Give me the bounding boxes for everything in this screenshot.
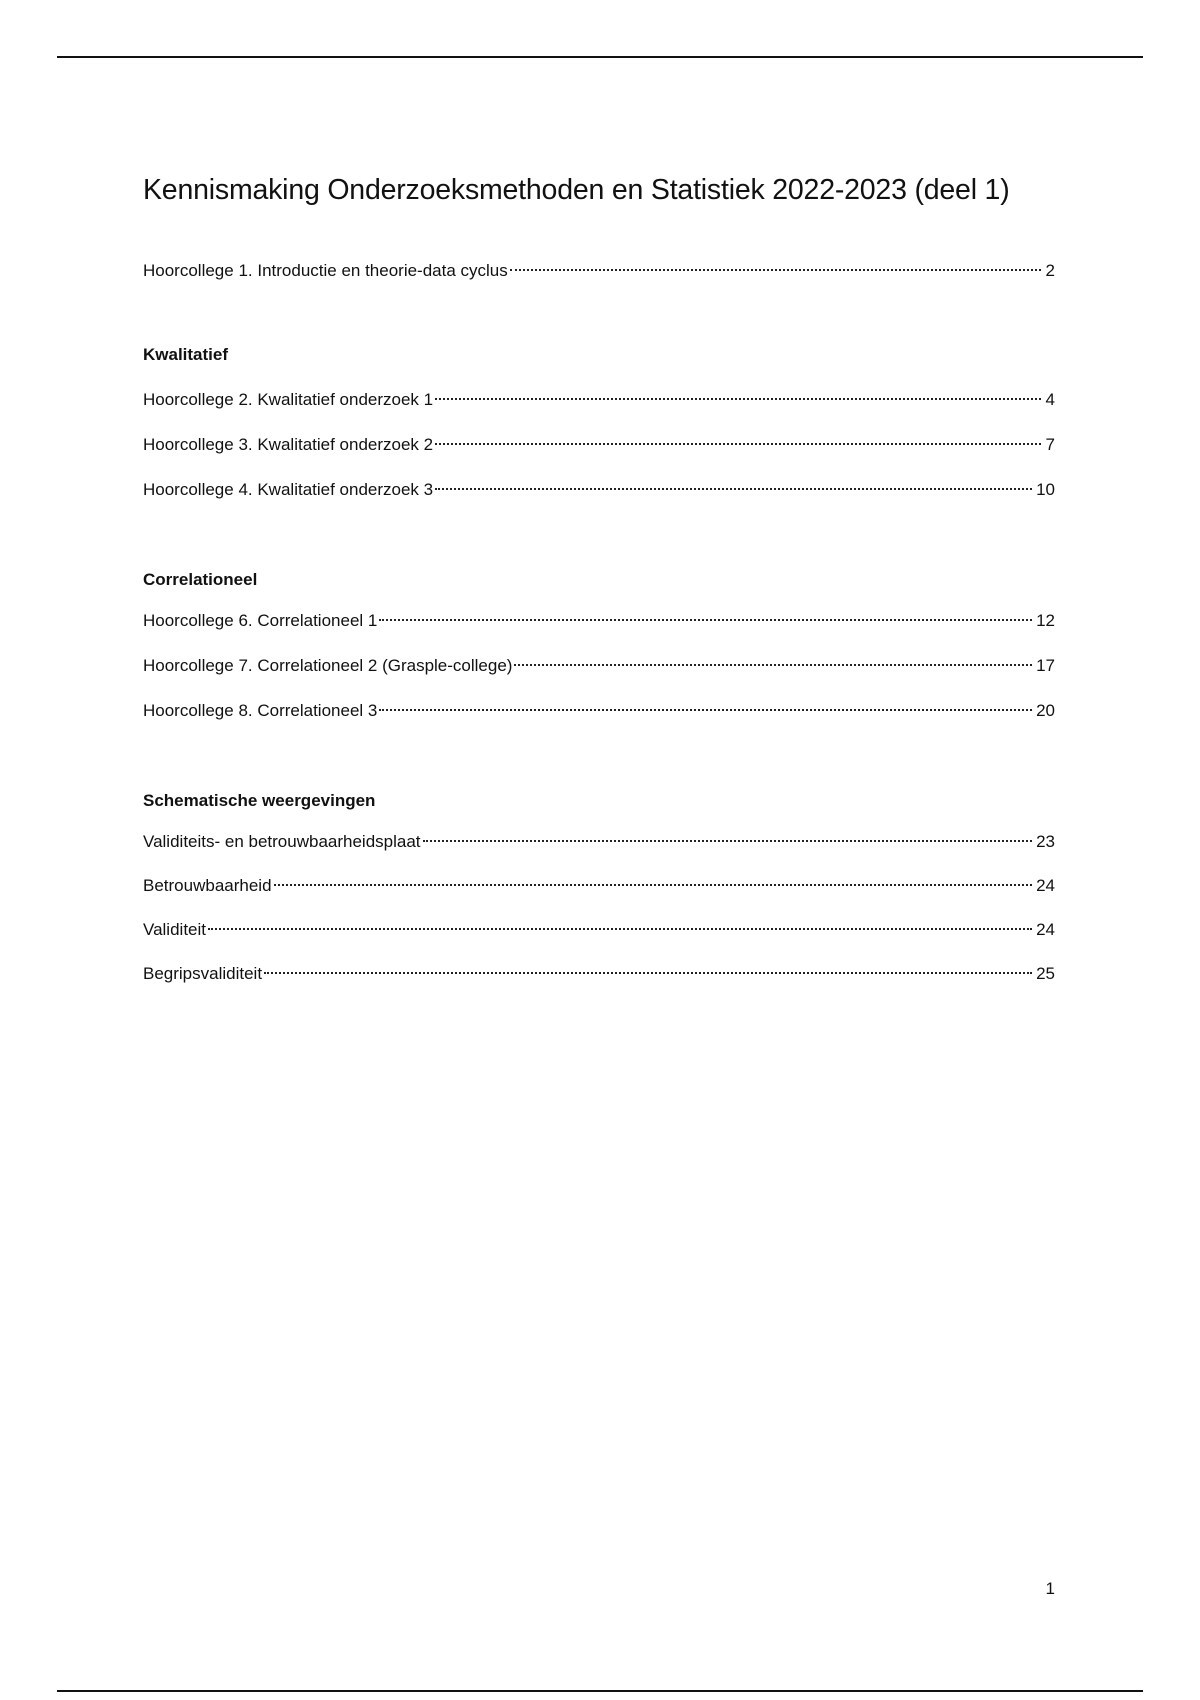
toc-entry-page: 7 xyxy=(1045,435,1055,454)
toc-entry-label: Begripsvaliditeit xyxy=(143,964,263,983)
section-heading-correlationeel: Correlationeel xyxy=(143,570,258,589)
toc-entry-page: 12 xyxy=(1036,611,1055,630)
toc-entry-page: 20 xyxy=(1036,701,1055,720)
dot-leader xyxy=(423,825,1033,847)
dot-leader xyxy=(379,694,1032,716)
dot-leader xyxy=(435,428,1041,450)
toc-entry-label: Hoorcollege 2. Kwalitatief onderzoek 1 xyxy=(143,390,434,409)
toc-entry-label: Hoorcollege 3. Kwalitatief onderzoek 2 xyxy=(143,435,434,454)
toc-entry-label: Hoorcollege 6. Correlationeel 1 xyxy=(143,611,378,630)
dot-leader xyxy=(514,649,1032,671)
table-of-contents xyxy=(143,170,1055,985)
toc-entry-hoorcollege-2[interactable] xyxy=(143,383,1055,411)
toc-entry-label: Hoorcollege 1. Introductie en theorie-data cyclus xyxy=(143,261,508,280)
section-heading-schematische-weergevingen: Schematische weergevingen xyxy=(143,791,376,810)
toc-entry-label: Hoorcollege 4. Kwalitatief onderzoek 3 xyxy=(143,480,434,499)
toc-entry-label: Hoorcollege 8. Correlationeel 3 xyxy=(143,701,378,720)
dot-leader xyxy=(379,604,1032,626)
toc-entry-hoorcollege-8[interactable] xyxy=(143,694,1055,722)
dot-leader xyxy=(274,869,1033,891)
toc-entry-page: 2 xyxy=(1045,261,1055,280)
toc-entry-hoorcollege-4[interactable] xyxy=(143,473,1055,501)
toc-entry-label: Validiteit xyxy=(143,920,206,939)
toc-entry-page: 24 xyxy=(1036,876,1055,895)
toc-entry-hoorcollege-3[interactable] xyxy=(143,428,1055,456)
toc-entry-validiteit[interactable] xyxy=(143,913,1055,941)
toc-entry-hoorcollege-6[interactable] xyxy=(143,604,1055,632)
toc-entry-label: Validiteits- en betrouwbaarheidsplaat xyxy=(143,832,421,851)
document-title: Kennismaking Onderzoeksmethoden en Statistiek 2022-2023 (deel 1) xyxy=(143,174,1010,206)
dot-leader xyxy=(435,383,1041,405)
dot-leader xyxy=(435,473,1032,495)
dot-leader xyxy=(510,254,1041,276)
header-rule xyxy=(57,56,1143,58)
footer-rule xyxy=(57,1690,1143,1692)
toc-entry-page: 17 xyxy=(1036,656,1055,675)
toc-entry-page: 10 xyxy=(1036,480,1055,499)
toc-entry-begripsvaliditeit[interactable] xyxy=(143,957,1055,985)
toc-entry-page: 25 xyxy=(1036,964,1055,983)
toc-entry-label: Betrouwbaarheid xyxy=(143,876,272,895)
toc-entry-betrouwbaarheid[interactable] xyxy=(143,869,1055,897)
toc-entry-hoorcollege-1[interactable] xyxy=(143,254,1055,282)
toc-entry-validiteits-plaat[interactable] xyxy=(143,825,1055,853)
toc-entry-page: 4 xyxy=(1045,390,1055,409)
toc-entry-hoorcollege-7[interactable] xyxy=(143,649,1055,677)
dot-leader xyxy=(264,957,1032,979)
section-heading-kwalitatief: Kwalitatief xyxy=(143,345,229,364)
toc-entry-page: 23 xyxy=(1036,832,1055,851)
dot-leader xyxy=(208,913,1032,935)
toc-entry-label: Hoorcollege 7. Correlationeel 2 (Grasple-college) xyxy=(143,656,513,675)
footer-page-number: 1 xyxy=(1045,1579,1055,1598)
toc-entry-page: 24 xyxy=(1036,920,1055,939)
